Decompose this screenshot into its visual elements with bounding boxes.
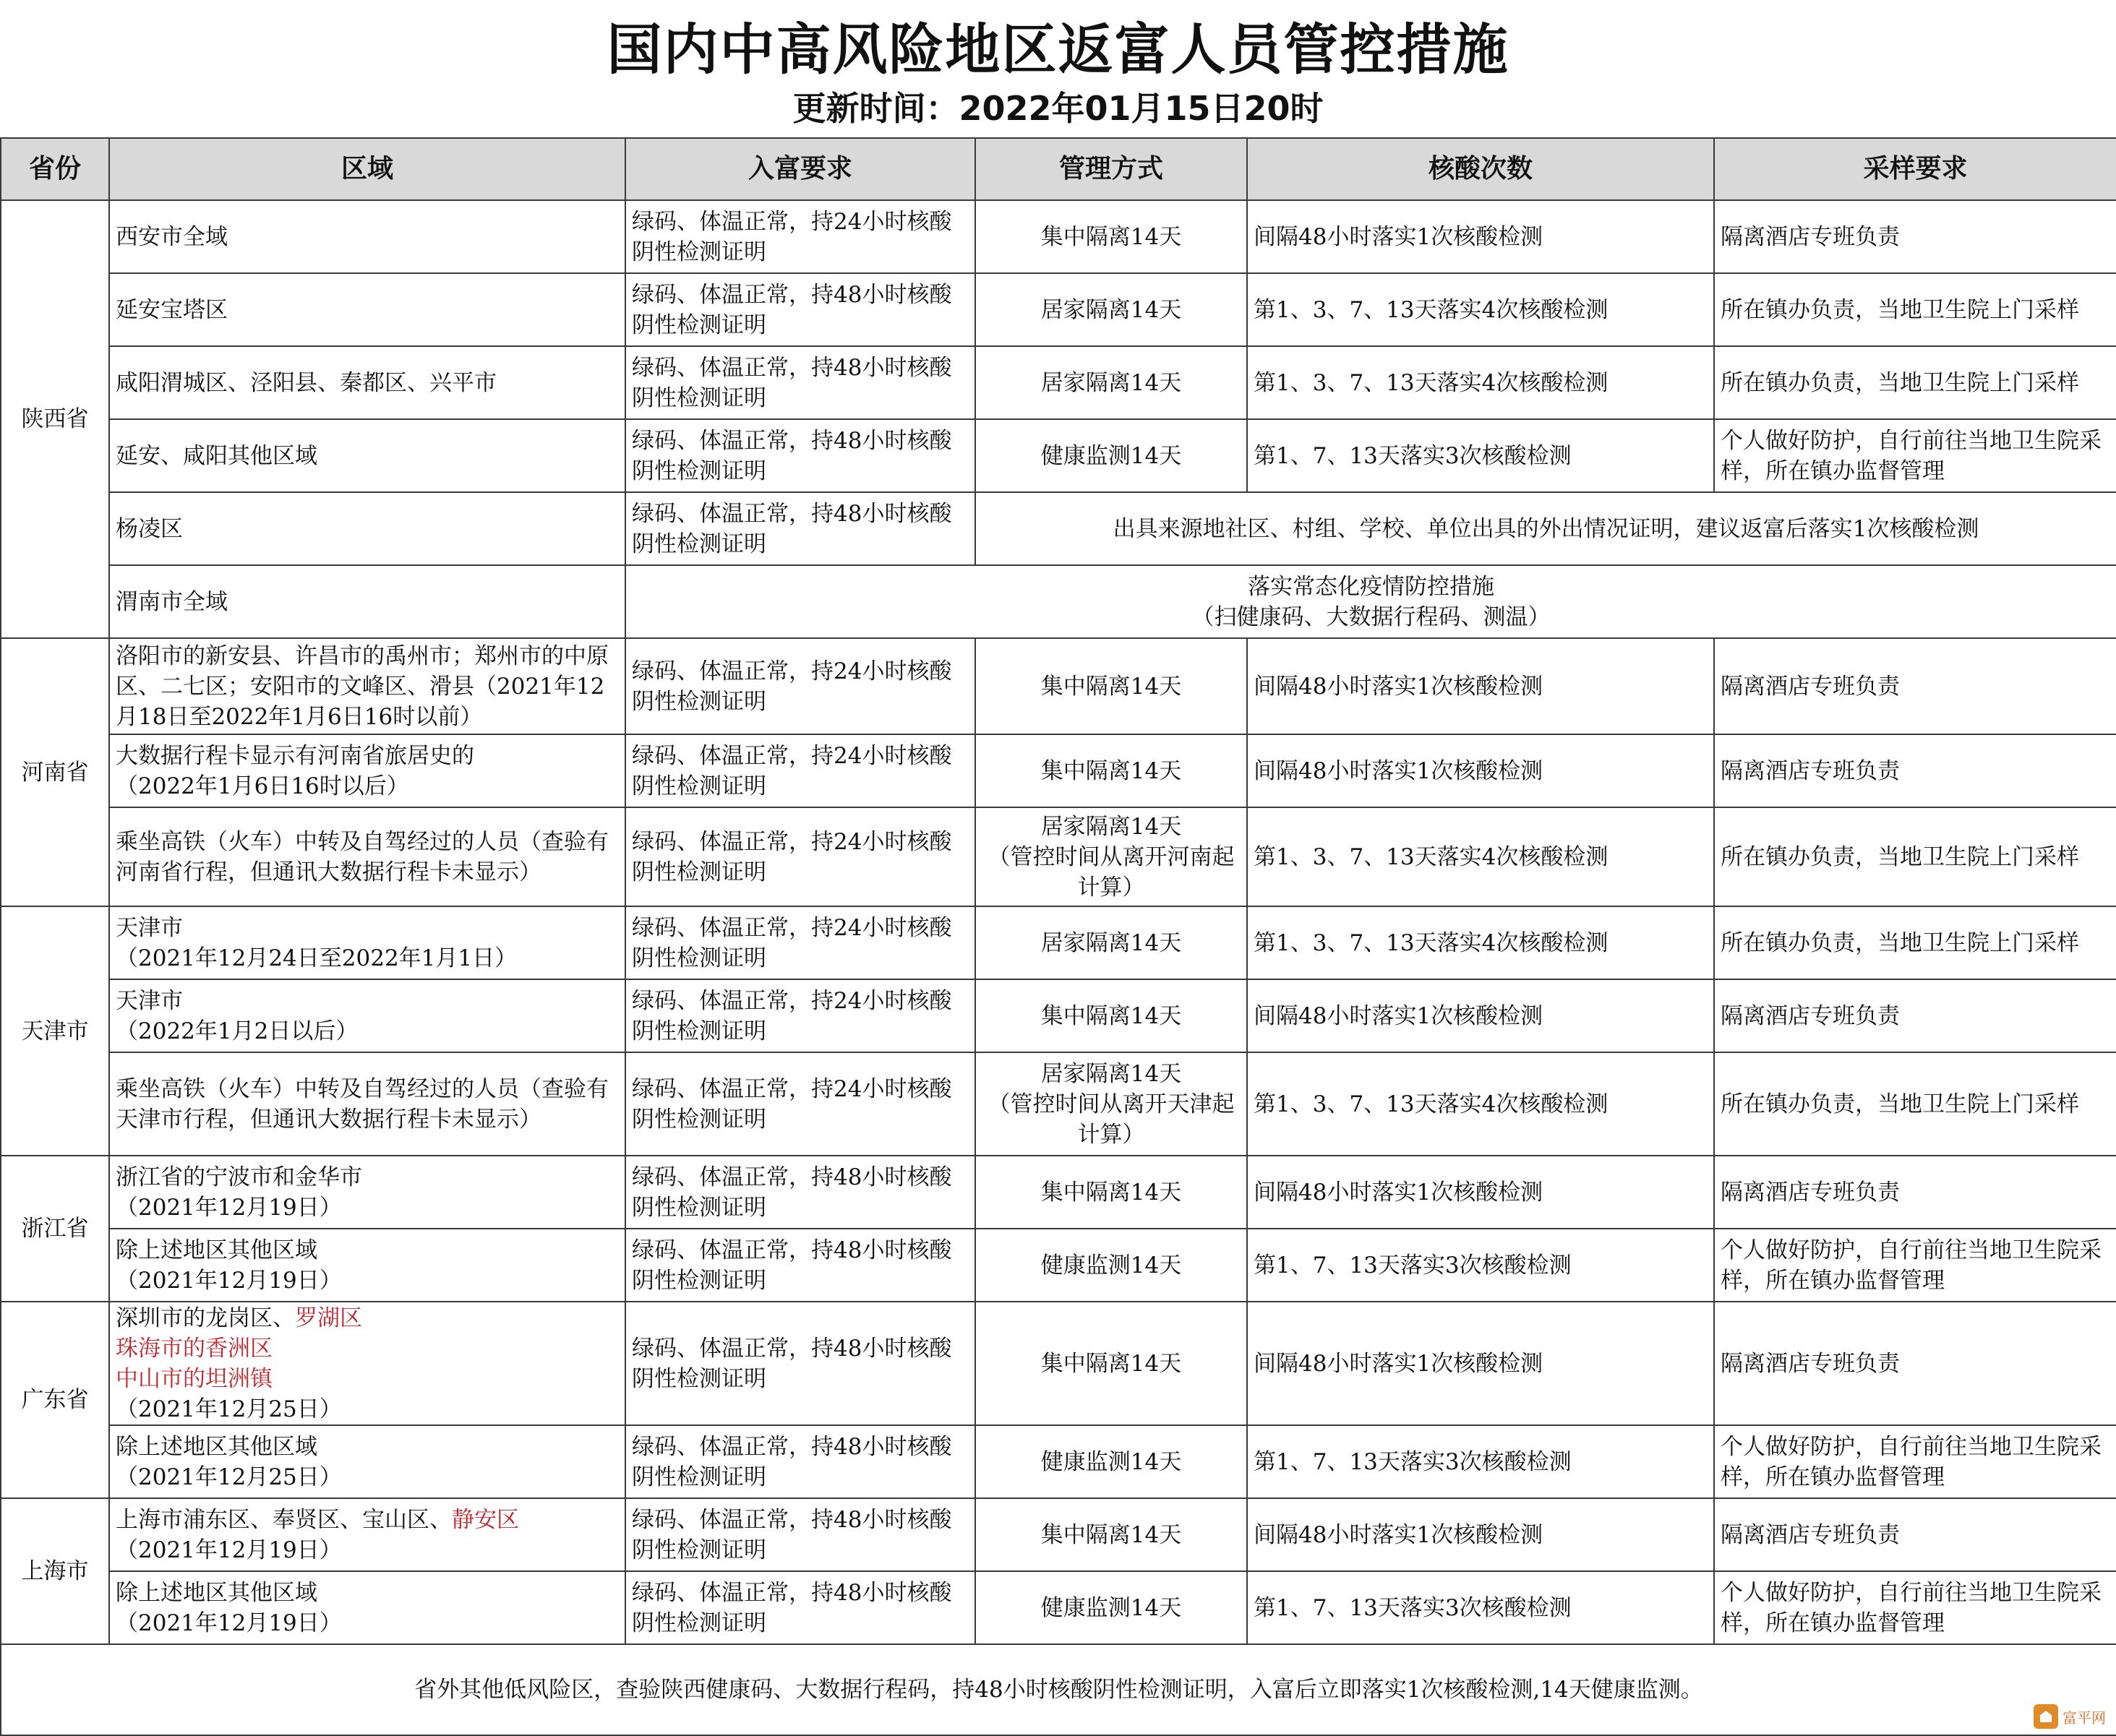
sampling-cell: 个人做好防护，自行前往当地卫生院采样，所在镇办监督管理	[1714, 1229, 2116, 1302]
tests-cell: 第1、7、13天落实3次核酸检测	[1247, 1229, 1714, 1302]
table-row	[1, 1052, 2116, 1156]
entry-cell: 绿码、体温正常，持24小时核酸阴性检测证明	[625, 807, 975, 906]
sampling-cell: 所在镇办负责，当地卫生院上门采样	[1714, 906, 2116, 979]
tests-cell: 第1、3、7、13天落实4次核酸检测	[1247, 1052, 1714, 1156]
watermark	[2034, 1704, 2106, 1729]
province-cell: 天津市	[1, 906, 109, 1156]
sampling-cell: 个人做好防护，自行前往当地卫生院采样，所在镇办监督管理	[1714, 419, 2116, 492]
tests-cell: 间隔48小时落实1次核酸检测	[1247, 979, 1714, 1052]
area-text-highlight: 罗湖区	[295, 1305, 362, 1331]
sampling-cell: 隔离酒店专班负责	[1714, 979, 2116, 1052]
area-cell: 渭南市全域	[109, 565, 625, 638]
entry-cell: 绿码、体温正常，持48小时核酸阴性检测证明	[625, 492, 975, 565]
entry-cell: 绿码、体温正常，持48小时核酸阴性检测证明	[625, 1156, 975, 1229]
entry-cell: 绿码、体温正常，持48小时核酸阴性检测证明	[625, 1302, 975, 1425]
province-cell: 浙江省	[1, 1156, 109, 1302]
management-cell: 居家隔离14天	[975, 346, 1247, 419]
sampling-cell: 隔离酒店专班负责	[1714, 734, 2116, 807]
footer-row	[1, 1644, 2116, 1735]
area-cell	[109, 734, 625, 807]
province-cell: 河南省	[1, 638, 109, 906]
watermark-logo-icon	[2034, 1704, 2058, 1729]
header-sampling: 采样要求	[1714, 138, 2116, 200]
province-cell: 广东省	[1, 1302, 109, 1498]
management-cell: 居家隔离14天	[975, 273, 1247, 346]
management-cell	[975, 807, 1247, 906]
control-measures-table	[0, 137, 2116, 1736]
area-line: 天津市	[116, 987, 183, 1014]
area-text: 上海市浦东区、奉贤区、宝山区、	[116, 1506, 452, 1533]
table-row	[1, 565, 2116, 638]
table-row	[1, 346, 2116, 419]
tests-cell: 第1、7、13天落实3次核酸检测	[1247, 419, 1714, 492]
area-text-highlight: 静安区	[452, 1506, 519, 1533]
area-cell	[109, 906, 625, 979]
sampling-cell: 隔离酒店专班负责	[1714, 638, 2116, 734]
area-line: （2021年12月19日）	[116, 1537, 342, 1563]
table-row	[1, 492, 2116, 565]
entry-cell: 绿码、体温正常，持24小时核酸阴性检测证明	[625, 734, 975, 807]
management-line: 居家隔离14天	[1040, 1060, 1182, 1087]
management-cell: 居家隔离14天	[975, 906, 1247, 979]
area-line: 除上述地区其他区域	[116, 1433, 317, 1460]
sampling-cell: 所在镇办负责，当地卫生院上门采样	[1714, 273, 2116, 346]
header-row	[1, 138, 2116, 200]
page-title: 国内中高风险地区返富人员管控措施	[607, 17, 1509, 82]
area-cell	[109, 1571, 625, 1644]
table-row	[1, 1229, 2116, 1302]
table-row	[1, 638, 2116, 734]
management-line: （管控时间从离开天津起计算）	[988, 1091, 1235, 1148]
table-row	[1, 734, 2116, 807]
header-province: 省份	[1, 138, 109, 200]
tests-cell: 第1、7、13天落实3次核酸检测	[1247, 1425, 1714, 1498]
tests-cell: 间隔48小时落实1次核酸检测	[1247, 200, 1714, 273]
table-row	[1, 1425, 2116, 1498]
header-management: 管理方式	[975, 138, 1247, 200]
table-row	[1, 807, 2116, 906]
sampling-cell: 所在镇办负责，当地卫生院上门采样	[1714, 807, 2116, 906]
area-line	[116, 1303, 619, 1333]
entry-cell: 绿码、体温正常，持48小时核酸阴性检测证明	[625, 1498, 975, 1571]
area-cell: 乘坐高铁（火车）中转及自驾经过的人员（查验有河南省行程，但通讯大数据行程卡未显示）	[109, 807, 625, 906]
area-line: 大数据行程卡显示有河南省旅居史的	[116, 742, 474, 769]
entry-cell: 绿码、体温正常，持48小时核酸阴性检测证明	[625, 346, 975, 419]
table-row	[1, 200, 2116, 273]
area-line: （2021年12月25日）	[116, 1464, 342, 1490]
update-time: 更新时间：2022年01月15日20时	[792, 89, 1324, 128]
tests-cell: 第1、3、7、13天落实4次核酸检测	[1247, 906, 1714, 979]
sampling-cell: 隔离酒店专班负责	[1714, 200, 2116, 273]
area-line: 除上述地区其他区域	[116, 1237, 317, 1263]
area-line: （2022年1月2日以后）	[116, 1018, 359, 1044]
area-cell: 咸阳渭城区、泾阳县、秦都区、兴平市	[109, 346, 625, 419]
header-tests: 核酸次数	[1247, 138, 1714, 200]
entry-cell: 绿码、体温正常，持48小时核酸阴性检测证明	[625, 1229, 975, 1302]
entry-cell: 绿码、体温正常，持48小时核酸阴性检测证明	[625, 419, 975, 492]
management-cell: 集中隔离14天	[975, 979, 1247, 1052]
management-cell: 集中隔离14天	[975, 734, 1247, 807]
tests-cell: 间隔48小时落实1次核酸检测	[1247, 638, 1714, 734]
management-cell: 健康监测14天	[975, 1425, 1247, 1498]
area-line-highlight: 珠海市的香洲区	[116, 1335, 273, 1362]
sampling-cell: 隔离酒店专班负责	[1714, 1498, 2116, 1571]
entry-cell: 绿码、体温正常，持48小时核酸阴性检测证明	[625, 1425, 975, 1498]
management-cell: 健康监测14天	[975, 1229, 1247, 1302]
area-line-highlight: 中山市的坦洲镇	[116, 1365, 273, 1392]
management-cell: 健康监测14天	[975, 1571, 1247, 1644]
area-line: （2022年1月6日16时以后）	[116, 773, 409, 799]
sampling-cell: 隔离酒店专班负责	[1714, 1156, 2116, 1229]
province-cell: 陕西省	[1, 200, 109, 638]
area-line	[116, 1505, 619, 1535]
management-cell: 集中隔离14天	[975, 200, 1247, 273]
entry-cell: 绿码、体温正常，持24小时核酸阴性检测证明	[625, 638, 975, 734]
table-row	[1, 273, 2116, 346]
merged-measure-cell	[625, 565, 2116, 638]
management-cell: 集中隔离14天	[975, 1498, 1247, 1571]
province-cell: 上海市	[1, 1498, 109, 1644]
area-cell	[109, 1302, 625, 1425]
table-row	[1, 979, 2116, 1052]
management-cell: 集中隔离14天	[975, 1156, 1247, 1229]
area-cell: 延安宝塔区	[109, 273, 625, 346]
area-line: （2021年12月19日）	[116, 1610, 342, 1636]
area-cell	[109, 1156, 625, 1229]
tests-cell: 间隔48小时落实1次核酸检测	[1247, 1498, 1714, 1571]
sampling-cell: 隔离酒店专班负责	[1714, 1302, 2116, 1425]
sampling-cell: 所在镇办负责，当地卫生院上门采样	[1714, 346, 2116, 419]
sampling-cell: 个人做好防护，自行前往当地卫生院采样，所在镇办监督管理	[1714, 1425, 2116, 1498]
tests-cell: 第1、3、7、13天落实4次核酸检测	[1247, 273, 1714, 346]
management-cell: 健康监测14天	[975, 419, 1247, 492]
header-area: 区域	[109, 138, 625, 200]
management-cell: 集中隔离14天	[975, 1302, 1247, 1425]
merged-line: 落实常态化疫情防控措施	[1248, 573, 1494, 600]
tests-cell: 间隔48小时落实1次核酸检测	[1247, 1156, 1714, 1229]
merged-line: （扫健康码、大数据行程码、测温）	[1191, 603, 1551, 630]
management-cell: 集中隔离14天	[975, 638, 1247, 734]
area-cell	[109, 1229, 625, 1302]
header-entry: 入富要求	[625, 138, 975, 200]
area-text: 深圳市的龙岗区、	[116, 1305, 295, 1331]
management-cell	[975, 1052, 1247, 1156]
area-line: 浙江省的宁波市和金华市	[116, 1164, 362, 1190]
entry-cell: 绿码、体温正常，持24小时核酸阴性检测证明	[625, 1052, 975, 1156]
table-row	[1, 906, 2116, 979]
tests-cell: 间隔48小时落实1次核酸检测	[1247, 1302, 1714, 1425]
area-cell	[109, 1498, 625, 1571]
area-cell: 乘坐高铁（火车）中转及自驾经过的人员（查验有天津市行程，但通讯大数据行程卡未显示）	[109, 1052, 625, 1156]
table-row	[1, 419, 2116, 492]
area-line: 除上述地区其他区域	[116, 1579, 317, 1606]
area-line: （2021年12月19日）	[116, 1267, 342, 1294]
entry-cell: 绿码、体温正常，持48小时核酸阴性检测证明	[625, 273, 975, 346]
table-row	[1, 1156, 2116, 1229]
entry-cell: 绿码、体温正常，持24小时核酸阴性检测证明	[625, 979, 975, 1052]
area-line: 天津市	[116, 914, 183, 941]
table-row	[1, 1571, 2116, 1644]
tests-cell: 间隔48小时落实1次核酸检测	[1247, 734, 1714, 807]
area-cell	[109, 1425, 625, 1498]
sampling-cell: 个人做好防护，自行前往当地卫生院采样，所在镇办监督管理	[1714, 1571, 2116, 1644]
tests-cell: 第1、7、13天落实3次核酸检测	[1247, 1571, 1714, 1644]
sampling-cell: 所在镇办负责，当地卫生院上门采样	[1714, 1052, 2116, 1156]
area-cell: 杨凌区	[109, 492, 625, 565]
footer-note: 省外其他低风险区，查验陕西健康码、大数据行程码，持48小时核酸阴性检测证明，入富后立即落实1次核酸检测,14天健康监测。	[1, 1644, 2116, 1735]
area-line: （2021年12月25日）	[116, 1396, 342, 1422]
area-cell: 延安、咸阳其他区域	[109, 419, 625, 492]
management-line: （管控时间从离开河南起计算）	[988, 843, 1235, 901]
area-line: （2021年12月24日至2022年1月1日）	[116, 945, 518, 971]
area-cell	[109, 979, 625, 1052]
tests-cell: 第1、3、7、13天落实4次核酸检测	[1247, 807, 1714, 906]
tests-cell: 第1、3、7、13天落实4次核酸检测	[1247, 346, 1714, 419]
entry-cell: 绿码、体温正常，持24小时核酸阴性检测证明	[625, 906, 975, 979]
table-row	[1, 1498, 2116, 1571]
entry-cell: 绿码、体温正常，持48小时核酸阴性检测证明	[625, 1571, 975, 1644]
area-cell: 洛阳市的新安县、许昌市的禹州市；郑州市的中原区、二七区；安阳市的文峰区、滑县（2021年12月18日至2022年1月6日16时以前）	[109, 638, 625, 734]
management-line: 居家隔离14天	[1040, 813, 1182, 840]
table-row	[1, 1302, 2116, 1425]
watermark-text: 富平网	[2063, 1709, 2106, 1727]
merged-measure-cell: 出具来源地社区、村组、学校、单位出具的外出情况证明，建议返富后落实1次核酸检测	[975, 492, 2116, 565]
area-cell: 西安市全域	[109, 200, 625, 273]
entry-cell: 绿码、体温正常，持24小时核酸阴性检测证明	[625, 200, 975, 273]
area-line: （2021年12月19日）	[116, 1194, 342, 1221]
